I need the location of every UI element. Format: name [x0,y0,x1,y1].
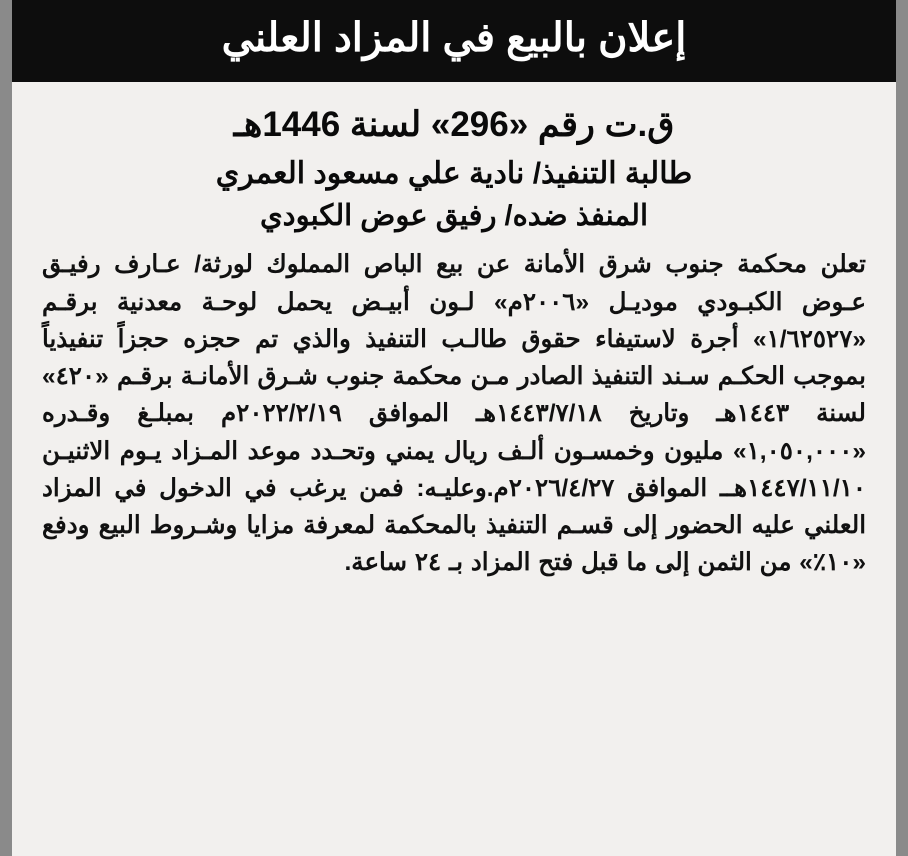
execution-claimant-line: طالبة التنفيذ/ نادية علي مسعود العمري [215,157,693,191]
case-headline-block [42,102,866,236]
announcement-text [42,246,866,581]
case-number-line: ق.ت رقم «296» لسنة 1446هـ [233,105,675,144]
notice-sheet [12,0,896,856]
announcement-paragraph: تعلن محكمة جنوب شرق الأمانة عن بيع الباص المملوك لورثة/ عـارف رفيـق عـوض الكبـودي موديـل «٢٠٠٦م» لـون أبيـض يحمل لوحـة معدنية برقـم «١/٦٢٥٢٧» أجرة لاستيفاء حقوق طالـب التنفيذ والذي تم حجزه حجزاً تنفيذياً بموجب الحكـم سـند التنفيذ الصادر مـن محكمة جنوب شـرق الأمانـة برقـم «٤٢٠» لسنة ١٤٤٣هـ وتاريخ ١٤٤٣/٧/١٨هـ الموافق ٢٠٢٢/٢/١٩م بمبلـغ وقـدره «١,٠٥٠,٠٠٠» مليون وخمسـون ألـف ريال يمني وتحـدد موعد المـزاد يـوم الاثنيـن ١٤٤٧/١١/١٠هــ الموافق ٢٠٢٦/٤/٢٧م.وعليـه: فمن يرغب في الدخول في المزاد العلني عليه الحضور إلى قسـم التنفيذ بالمحكمة لمعرفة مزايا وشـروط البيع ودفع «١٠٪» من الثمن إلى ما قبل فتح المزاد بـ ٢٤ ساعة. [42,251,866,577]
notice-body [12,82,896,592]
notice-title: إعلان بالبيع في المزاد العلني [221,15,687,60]
header-banner [12,0,896,82]
execution-defendant-line: المنفذ ضده/ رفيق عوض الكبودي [259,199,649,232]
